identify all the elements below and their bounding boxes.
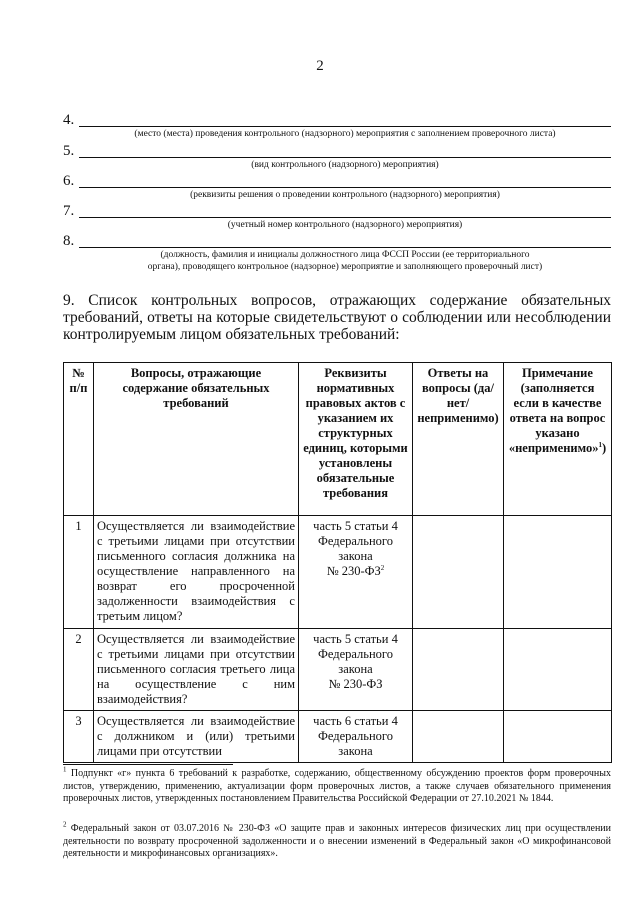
table-row <box>64 516 612 629</box>
field-caption: (реквизиты решения о проведении контрольного (надзорного) мероприятия) <box>190 190 500 200</box>
fill-line[interactable] <box>79 247 611 248</box>
field-caption: (вид контрольного (надзорного) мероприятия) <box>251 160 439 170</box>
footnote-2 <box>63 820 612 861</box>
table-row <box>64 629 612 711</box>
table-header-row <box>64 363 612 516</box>
note-cell[interactable] <box>504 516 612 629</box>
req-line: № 230-ФЗ <box>328 677 383 691</box>
field-number: 8. <box>63 233 75 249</box>
header-requisites: Реквизиты нормативных правовых актов с указанием их структурных единиц, которыми установлены обязательные требования <box>299 363 413 516</box>
footnote-ref: 1 <box>598 440 602 449</box>
req-line: Федерального <box>317 729 394 743</box>
req-line: Федерального <box>317 647 394 661</box>
footnote-ref: 2 <box>380 563 385 572</box>
header-num: № п/п <box>64 363 94 516</box>
note-cell[interactable] <box>504 711 612 763</box>
fill-line[interactable] <box>79 157 611 158</box>
field-number: 6. <box>63 173 75 189</box>
caption-line: (должность, фамилия и инициалы должностного лица ФССП России (ее территориального <box>160 250 530 260</box>
field-number: 4. <box>63 112 75 128</box>
row-question: Осуществляется ли взаимодействие с третьими лицами при отсутствии письменного согласия должника на осуществление направленного на возврат его просроченной задолженности взаимодействия с третьим лицом? <box>94 516 299 629</box>
row-num: 3 <box>64 711 94 763</box>
header-note-tail: ) <box>602 441 607 455</box>
row-num: 1 <box>64 516 94 629</box>
answer-cell[interactable] <box>413 711 504 763</box>
field-caption <box>79 249 611 273</box>
fill-line[interactable] <box>79 187 611 188</box>
footnote-mark: 2 <box>63 820 67 829</box>
row-requisites <box>299 516 413 629</box>
caption-line: органа), проводящего контрольное (надзорное) мероприятие и заполняющего проверочный лист) <box>147 262 543 272</box>
footnote-text: Федеральный закон от 03.07.2016 № 230-ФЗ «О защите прав и законных интересов физических лиц при осуществлении деятельности по возврату просроченной задолженности и о внесении изменений в Федеральный закон «О микрофинансовой деятельности и микрофинансовых организациях». <box>63 823 612 859</box>
field-8 <box>63 233 611 277</box>
fill-line[interactable] <box>79 126 611 127</box>
page-number: 2 <box>316 58 324 74</box>
row-requisites <box>299 711 413 763</box>
row-question: Осуществляется ли взаимодействие с третьими лицами при отсутствии письменного согласия третьего лица на осуществление с ним взаимодействия? <box>94 629 299 711</box>
header-answers: Ответы на вопросы (да/нет/ неприменимо) <box>413 363 504 516</box>
section-9-heading <box>63 292 611 343</box>
req-law: № 230-ФЗ <box>326 564 381 578</box>
field-5 <box>63 143 611 173</box>
req-line: Федерального <box>317 534 394 548</box>
footnote-separator <box>63 764 233 765</box>
note-cell[interactable] <box>504 629 612 711</box>
req-line: закона <box>338 549 373 563</box>
req-line: закона <box>338 744 373 758</box>
table-row <box>64 711 612 763</box>
req-line: часть 5 статьи 4 <box>313 632 398 646</box>
req-line: часть 6 статьи 4 <box>313 714 398 728</box>
req-line: закона <box>338 662 373 676</box>
header-questions: Вопросы, отражающие содержание обязательных требований <box>94 363 299 516</box>
field-caption: (место (места) проведения контрольного (надзорного) мероприятия с заполнением проверочного листа) <box>134 129 556 139</box>
footnote-mark: 1 <box>63 765 67 774</box>
row-requisites <box>299 629 413 711</box>
field-caption: (учетный номер контрольного (надзорного) мероприятия) <box>227 220 463 230</box>
footnote-1 <box>63 765 611 806</box>
fill-line[interactable] <box>79 217 611 218</box>
field-number: 7. <box>63 203 75 219</box>
field-4 <box>63 112 611 142</box>
req-line: часть 5 статьи 4 <box>313 519 398 533</box>
field-7 <box>63 203 611 233</box>
row-question: Осуществляется ли взаимодействие с должником и (или) третьими лицами при отсутствии <box>94 711 299 763</box>
header-note-text: Примечание (заполняется если в качестве ответа на вопрос указано «неприменимо» <box>508 366 606 455</box>
answer-cell[interactable] <box>413 629 504 711</box>
section-9-line1: 9. Список контрольных вопросов, отражающих содержание обязательных <box>63 292 611 309</box>
field-number: 5. <box>63 143 75 159</box>
header-note <box>504 363 612 516</box>
req-line <box>302 564 409 579</box>
checklist-table <box>63 362 612 763</box>
row-num: 2 <box>64 629 94 711</box>
footnote-text: Подпункт «г» пункта 6 требований к разработке, содержанию, общественному обсуждению проектов форм проверочных листов, утверждению, применению, актуализации форм проверочных листов, а также случаев обязательного применения проверочных листов, утвержденных постановлением Правительства Российской Федерации от 27.10.2021 № 1844. <box>63 768 611 804</box>
section-9-rest: требований, ответы на которые свидетельствуют о соблюдении или несоблюдении контролируемым лицом обязательных требований: <box>63 309 611 343</box>
field-6 <box>63 173 611 203</box>
answer-cell[interactable] <box>413 516 504 629</box>
